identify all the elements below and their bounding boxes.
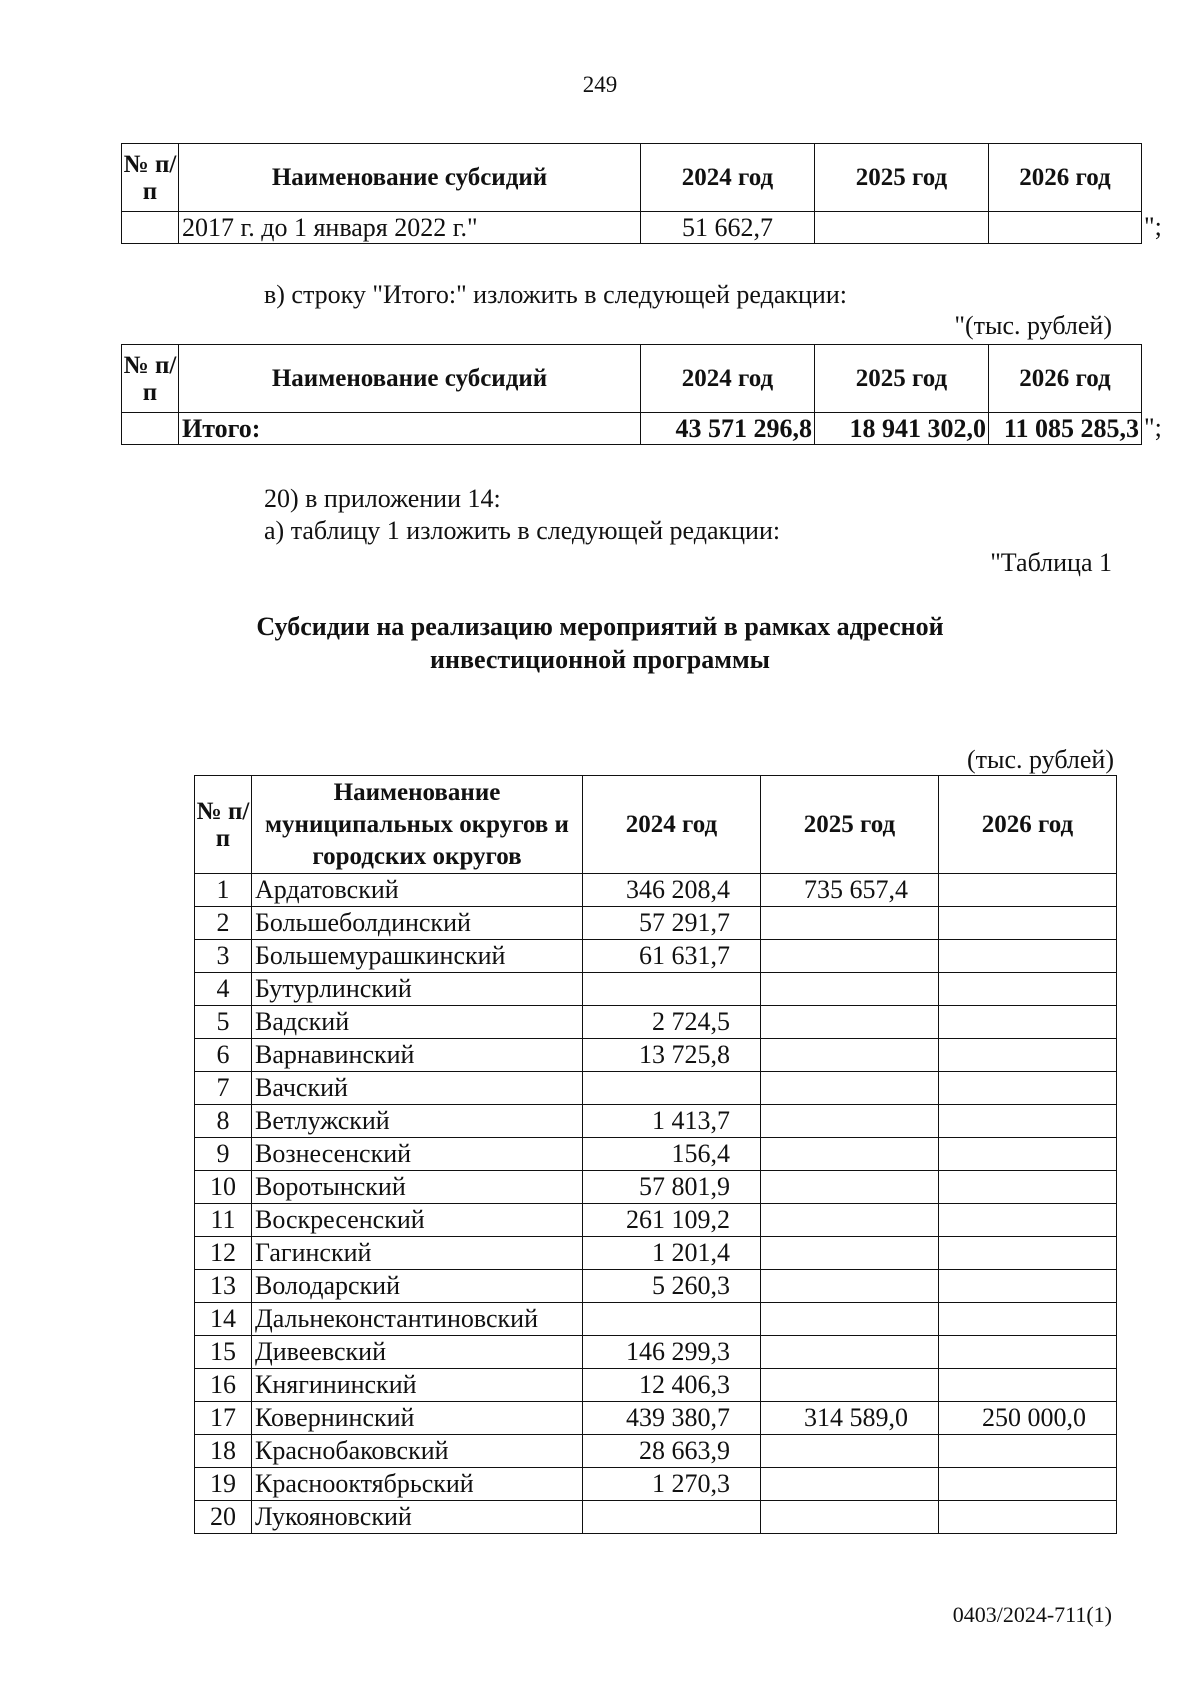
cell-2025: 18 941 302,0 [815,413,989,445]
table-row [195,1468,1117,1501]
cell-2024: 1 270,3 [583,1468,761,1501]
table-row [195,1204,1117,1237]
cell-2024: 12 406,3 [583,1369,761,1402]
cell-num: 15 [195,1336,252,1369]
cell-district-name: Краснооктябрьский [252,1468,583,1501]
cell-2025 [761,1270,939,1303]
cell-2026 [939,973,1117,1006]
col-header-num: № п/п [122,144,179,212]
cell-district-name: Дивеевский [252,1336,583,1369]
cell-district-name: Володарский [252,1270,583,1303]
cell-2025 [761,1369,939,1402]
cell-district-name: Воротынский [252,1171,583,1204]
col-header-2024: 2024 год [641,345,815,413]
table-row [195,973,1117,1006]
cell-2024: 51 662,7 [641,212,815,244]
col-header-name: Наименование субсидий [179,345,641,413]
cell-district-name: Гагинский [252,1237,583,1270]
title-line-1: Субсидии на реализацию мероприятий в рамках адресной [256,612,944,641]
cell-num: 18 [195,1435,252,1468]
cell-district-name: Большемурашкинский [252,940,583,973]
cell-2026 [939,1501,1117,1534]
cell-2024 [583,973,761,1006]
units-note: (тыс. рублей) [966,745,1114,774]
cell-2024: 1 413,7 [583,1105,761,1138]
table-row [195,1501,1117,1534]
cell-district-name: Бутурлинский [252,973,583,1006]
cell-num: 12 [195,1237,252,1270]
cell-num: 6 [195,1039,252,1072]
cell-district-name: Дальнеконстантиновский [252,1303,583,1336]
cell-2025: 735 657,4 [761,874,939,907]
cell-2024: 261 109,2 [583,1204,761,1237]
cell-2026 [989,212,1142,244]
table-row [195,1072,1117,1105]
cell-2024: 5 260,3 [583,1270,761,1303]
table-row [195,1171,1117,1204]
cell-district-name: Вадский [252,1006,583,1039]
document-code: 0403/2024-711(1) [952,1602,1112,1627]
cell-2026 [939,940,1117,973]
cell-num: 17 [195,1402,252,1435]
cell-district-name: Ковернинский [252,1402,583,1435]
cell-2026 [939,907,1117,940]
col-header-2026: 2026 год [989,144,1142,212]
col-header-2025: 2025 год [815,144,989,212]
cell-2026 [939,1006,1117,1039]
subsidies-total-table [121,344,1142,445]
table-row [195,1270,1117,1303]
table-row [195,1435,1117,1468]
cell-num: 10 [195,1171,252,1204]
title-line-2: инвестиционной программы [430,645,770,674]
cell-district-name: Большеболдинский [252,907,583,940]
cell-num: 5 [195,1006,252,1039]
cell-2026 [939,1138,1117,1171]
cell-2024: 2 724,5 [583,1006,761,1039]
table-header-row [122,144,1142,212]
cell-2025 [761,973,939,1006]
col-header-2026: 2026 год [939,776,1117,874]
cell-2024: 439 380,7 [583,1402,761,1435]
cell-num [122,413,179,445]
table-row [195,1138,1117,1171]
cell-district-name: Варнавинский [252,1039,583,1072]
cell-2025 [761,1204,939,1237]
cell-2026 [939,1336,1117,1369]
cell-2026 [939,1072,1117,1105]
cell-2025 [761,1468,939,1501]
cell-num: 1 [195,874,252,907]
cell-district-name: Воскресенский [252,1204,583,1237]
cell-2026 [939,1171,1117,1204]
col-header-2025: 2025 год [815,345,989,413]
cell-2026 [939,1204,1117,1237]
cell-2025 [761,940,939,973]
cell-district-name: Лукояновский [252,1501,583,1534]
subsidies-table-continuation [121,143,1142,244]
units-note-quoted: "(тыс. рублей) [954,311,1112,340]
table-label: "Таблица 1 [990,548,1112,577]
cell-2025 [761,1105,939,1138]
table-row [195,874,1117,907]
cell-2024: 57 291,7 [583,907,761,940]
cell-2025: 314 589,0 [761,1402,939,1435]
cell-num: 14 [195,1303,252,1336]
table-row [195,1105,1117,1138]
paragraph-a: а) таблицу 1 изложить в следующей редакции: [264,516,781,545]
cell-district-name: Ветлужский [252,1105,583,1138]
cell-2025 [761,1072,939,1105]
col-header-name: Наименование муниципальных округов и городских округов [252,776,583,874]
cell-district-name: Княгининский [252,1369,583,1402]
cell-num: 7 [195,1072,252,1105]
table-row [195,1369,1117,1402]
cell-2025 [761,1039,939,1072]
cell-2026 [939,874,1117,907]
closing-quote: "; [1144,212,1162,241]
cell-2024: 13 725,8 [583,1039,761,1072]
cell-2024 [583,1303,761,1336]
closing-quote: "; [1144,413,1162,442]
table-header-row [122,345,1142,413]
col-header-2024: 2024 год [641,144,815,212]
table-row [195,1237,1117,1270]
cell-num: 16 [195,1369,252,1402]
cell-num: 2 [195,907,252,940]
cell-2025 [815,212,989,244]
total-row [122,413,1142,445]
cell-num: 19 [195,1468,252,1501]
cell-name: 2017 г. до 1 января 2022 г." [179,212,641,244]
table-row [195,1402,1117,1435]
cell-num [122,212,179,244]
cell-2024: 28 663,9 [583,1435,761,1468]
cell-2025 [761,1006,939,1039]
cell-num: 4 [195,973,252,1006]
cell-2024: 146 299,3 [583,1336,761,1369]
cell-2024: 57 801,9 [583,1171,761,1204]
table-row [195,1303,1117,1336]
col-header-2025: 2025 год [761,776,939,874]
table-header-row [195,776,1117,874]
cell-2025 [761,1138,939,1171]
cell-2025 [761,1303,939,1336]
cell-2024 [583,1501,761,1534]
cell-name: Итого: [179,413,641,445]
cell-district-name: Краснобаковский [252,1435,583,1468]
table-row [195,1336,1117,1369]
cell-2024 [583,1072,761,1105]
col-header-2026: 2026 год [989,345,1142,413]
table-row [195,1006,1117,1039]
cell-2025 [761,1237,939,1270]
cell-2024: 61 631,7 [583,940,761,973]
col-header-2024: 2024 год [583,776,761,874]
cell-2026 [939,1303,1117,1336]
cell-2026 [939,1435,1117,1468]
cell-num: 8 [195,1105,252,1138]
col-header-name: Наименование субсидий [179,144,641,212]
cell-2024: 346 208,4 [583,874,761,907]
districts-table [194,775,1117,1534]
table-row [195,940,1117,973]
cell-2026 [939,1105,1117,1138]
cell-2025 [761,1336,939,1369]
cell-2026: 250 000,0 [939,1402,1117,1435]
cell-2025 [761,1501,939,1534]
cell-2026 [939,1237,1117,1270]
cell-district-name: Вознесенский [252,1138,583,1171]
cell-num: 9 [195,1138,252,1171]
cell-district-name: Вачский [252,1072,583,1105]
col-header-num: № п/п [195,776,252,874]
cell-2026 [939,1369,1117,1402]
table-row [195,907,1117,940]
cell-2025 [761,907,939,940]
cell-2024: 43 571 296,8 [641,413,815,445]
table-row [195,1039,1117,1072]
cell-num: 13 [195,1270,252,1303]
cell-2024: 156,4 [583,1138,761,1171]
cell-num: 3 [195,940,252,973]
cell-num: 11 [195,1204,252,1237]
districts-table-body [195,874,1117,1534]
paragraph-v: в) строку "Итого:" изложить в следующей редакции: [264,280,847,309]
cell-2026 [939,1039,1117,1072]
document-title [0,610,1200,676]
col-header-num: № п/п [122,345,179,413]
paragraph-20: 20) в приложении 14: [264,484,501,513]
cell-district-name: Ардатовский [252,874,583,907]
cell-2026 [939,1468,1117,1501]
cell-2026: 11 085 285,3 [989,413,1142,445]
cell-num: 20 [195,1501,252,1534]
cell-2025 [761,1171,939,1204]
cell-2025 [761,1435,939,1468]
page-number: 249 [582,72,618,97]
table-row [122,212,1142,244]
cell-2024: 1 201,4 [583,1237,761,1270]
cell-2026 [939,1270,1117,1303]
